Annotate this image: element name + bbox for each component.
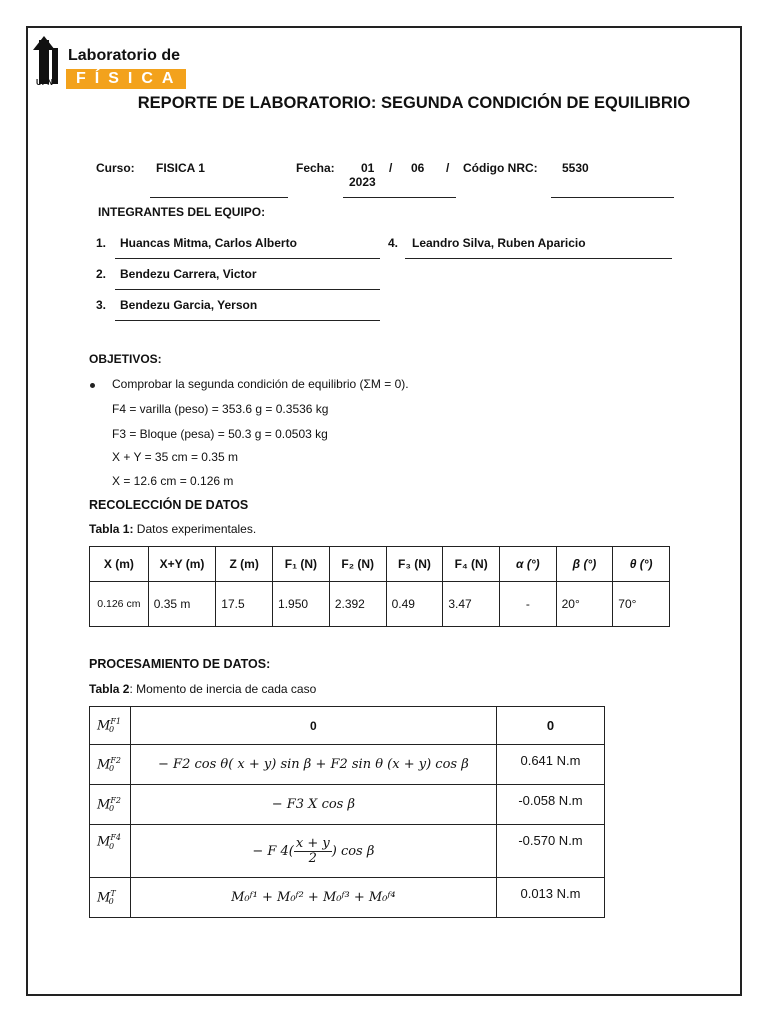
formula-cell: − F2 cos θ( x + y) sin β + F2 sin θ (x + y) cos β — [130, 745, 496, 785]
member-name: Huancas Mitma, Carlos Alberto — [120, 236, 297, 250]
column-header: F₄ (N) — [443, 547, 500, 582]
table-cell: - — [500, 582, 557, 627]
tabla2-caption: Tabla 2: Momento de inercia de cada caso — [89, 682, 317, 696]
value-cell: -0.570 N.m — [496, 825, 604, 878]
value-cell: -0.058 N.m — [496, 785, 604, 825]
moment-symbol: $M^{F2}_0$ — [90, 745, 131, 785]
table-cell: 17.5 — [216, 582, 273, 627]
column-header: θ (°) — [613, 547, 670, 582]
member-name: Bendezu Garcia, Yerson — [120, 298, 258, 312]
fecha-day: 01 — [361, 161, 375, 175]
fisica-label: FÍSICA — [66, 69, 186, 89]
value-cell: 0 — [496, 707, 604, 745]
member-name: Bendezu Carrera, Victor — [120, 267, 257, 281]
column-header: X+Y (m) — [148, 547, 216, 582]
tabla1 — [89, 546, 670, 627]
bullet-icon — [90, 383, 95, 388]
objetivo-line: F4 = varilla (peso) = 353.6 g = 0.3536 kg — [112, 402, 329, 416]
member-num: 4. — [388, 236, 399, 250]
objetivo-line: Comprobar la segunda condición de equilibrio (ΣM = 0). — [112, 377, 409, 391]
table-cell: 2.392 — [329, 582, 386, 627]
member-num: 2. — [96, 267, 107, 281]
tabla2 — [89, 706, 605, 918]
fecha-sep: / — [389, 161, 393, 175]
logo-caption: UPN — [36, 78, 53, 87]
table-row — [90, 785, 605, 825]
fecha-year: 2023 — [349, 175, 376, 189]
moment-symbol: $M^{F4}_0$ — [90, 825, 131, 878]
column-header: β (°) — [556, 547, 613, 582]
member-num: 3. — [96, 298, 107, 312]
formula-cell: 0 — [130, 707, 496, 745]
tabla1-caption: Tabla 1: Datos experimentales. — [89, 522, 257, 536]
objetivo-line: X + Y = 35 cm = 0.35 m — [112, 450, 238, 464]
curso-label: Curso: — [96, 161, 135, 175]
table-cell: 70° — [613, 582, 670, 627]
formula-cell: M₀ᶠ¹ + M₀ᶠ² + M₀ᶠ³ + M₀ᶠ⁴ — [130, 878, 496, 918]
table-row — [90, 825, 605, 878]
table-cell: 0.35 m — [148, 582, 216, 627]
fecha-month: 06 — [411, 161, 425, 175]
underline — [405, 258, 672, 259]
lab-label: Laboratorio de — [68, 47, 181, 64]
underline — [115, 258, 380, 259]
member-name: Leandro Silva, Ruben Aparicio — [412, 236, 586, 250]
fecha-label: Fecha: — [296, 161, 335, 175]
table-cell: 0.49 — [386, 582, 443, 627]
formula-cell: − F 4( $\frac{x + y}{2}$ ) cos β — [130, 825, 496, 878]
column-header: X (m) — [90, 547, 149, 582]
moment-symbol: $M^{F1}_0$ — [90, 707, 131, 745]
column-header: F₃ (N) — [386, 547, 443, 582]
underline — [343, 197, 456, 198]
nrc-label: Código NRC: — [463, 161, 538, 175]
underline — [115, 289, 380, 290]
moment-symbol: $M^{F2}_0$ — [90, 785, 131, 825]
page-title: REPORTE DE LABORATORIO: SEGUNDA CONDICIÓN DE EQUILIBRIO — [137, 94, 691, 112]
objetivo-line: X = 12.6 cm = 0.126 m — [112, 474, 234, 488]
curso-value: FISICA 1 — [156, 161, 205, 175]
value-cell: 0.641 N.m — [496, 745, 604, 785]
fecha-sep: / — [446, 161, 450, 175]
table-row — [90, 878, 605, 918]
value-cell: 0.013 N.m — [496, 878, 604, 918]
table-cell: 20° — [556, 582, 613, 627]
formula-cell: − F3 X cos β — [130, 785, 496, 825]
moment-symbol: $M^T_0$ — [90, 878, 131, 918]
table-row — [90, 582, 670, 627]
column-header: F₂ (N) — [329, 547, 386, 582]
table-row — [90, 707, 605, 745]
table-cell: 3.47 — [443, 582, 500, 627]
procesamiento-heading: PROCESAMIENTO DE DATOS: — [89, 657, 271, 671]
recoleccion-heading: RECOLECCIÓN DE DATOS — [89, 498, 249, 512]
underline — [115, 320, 380, 321]
table-cell: 1.950 — [273, 582, 330, 627]
table-cell: 0.126 cm — [90, 582, 149, 627]
underline — [150, 197, 288, 198]
underline — [551, 197, 674, 198]
team-heading: INTEGRANTES DEL EQUIPO: — [98, 205, 266, 219]
objetivo-line: F3 = Bloque (pesa) = 50.3 g = 0.0503 kg — [112, 427, 328, 441]
objetivos-heading: OBJETIVOS: — [89, 352, 162, 366]
member-num: 1. — [96, 236, 107, 250]
table-row — [90, 745, 605, 785]
column-header: F₁ (N) — [273, 547, 330, 582]
column-header: Z (m) — [216, 547, 273, 582]
column-header: α (°) — [500, 547, 557, 582]
nrc-value: 5530 — [562, 161, 589, 175]
table-header-row — [90, 547, 670, 582]
